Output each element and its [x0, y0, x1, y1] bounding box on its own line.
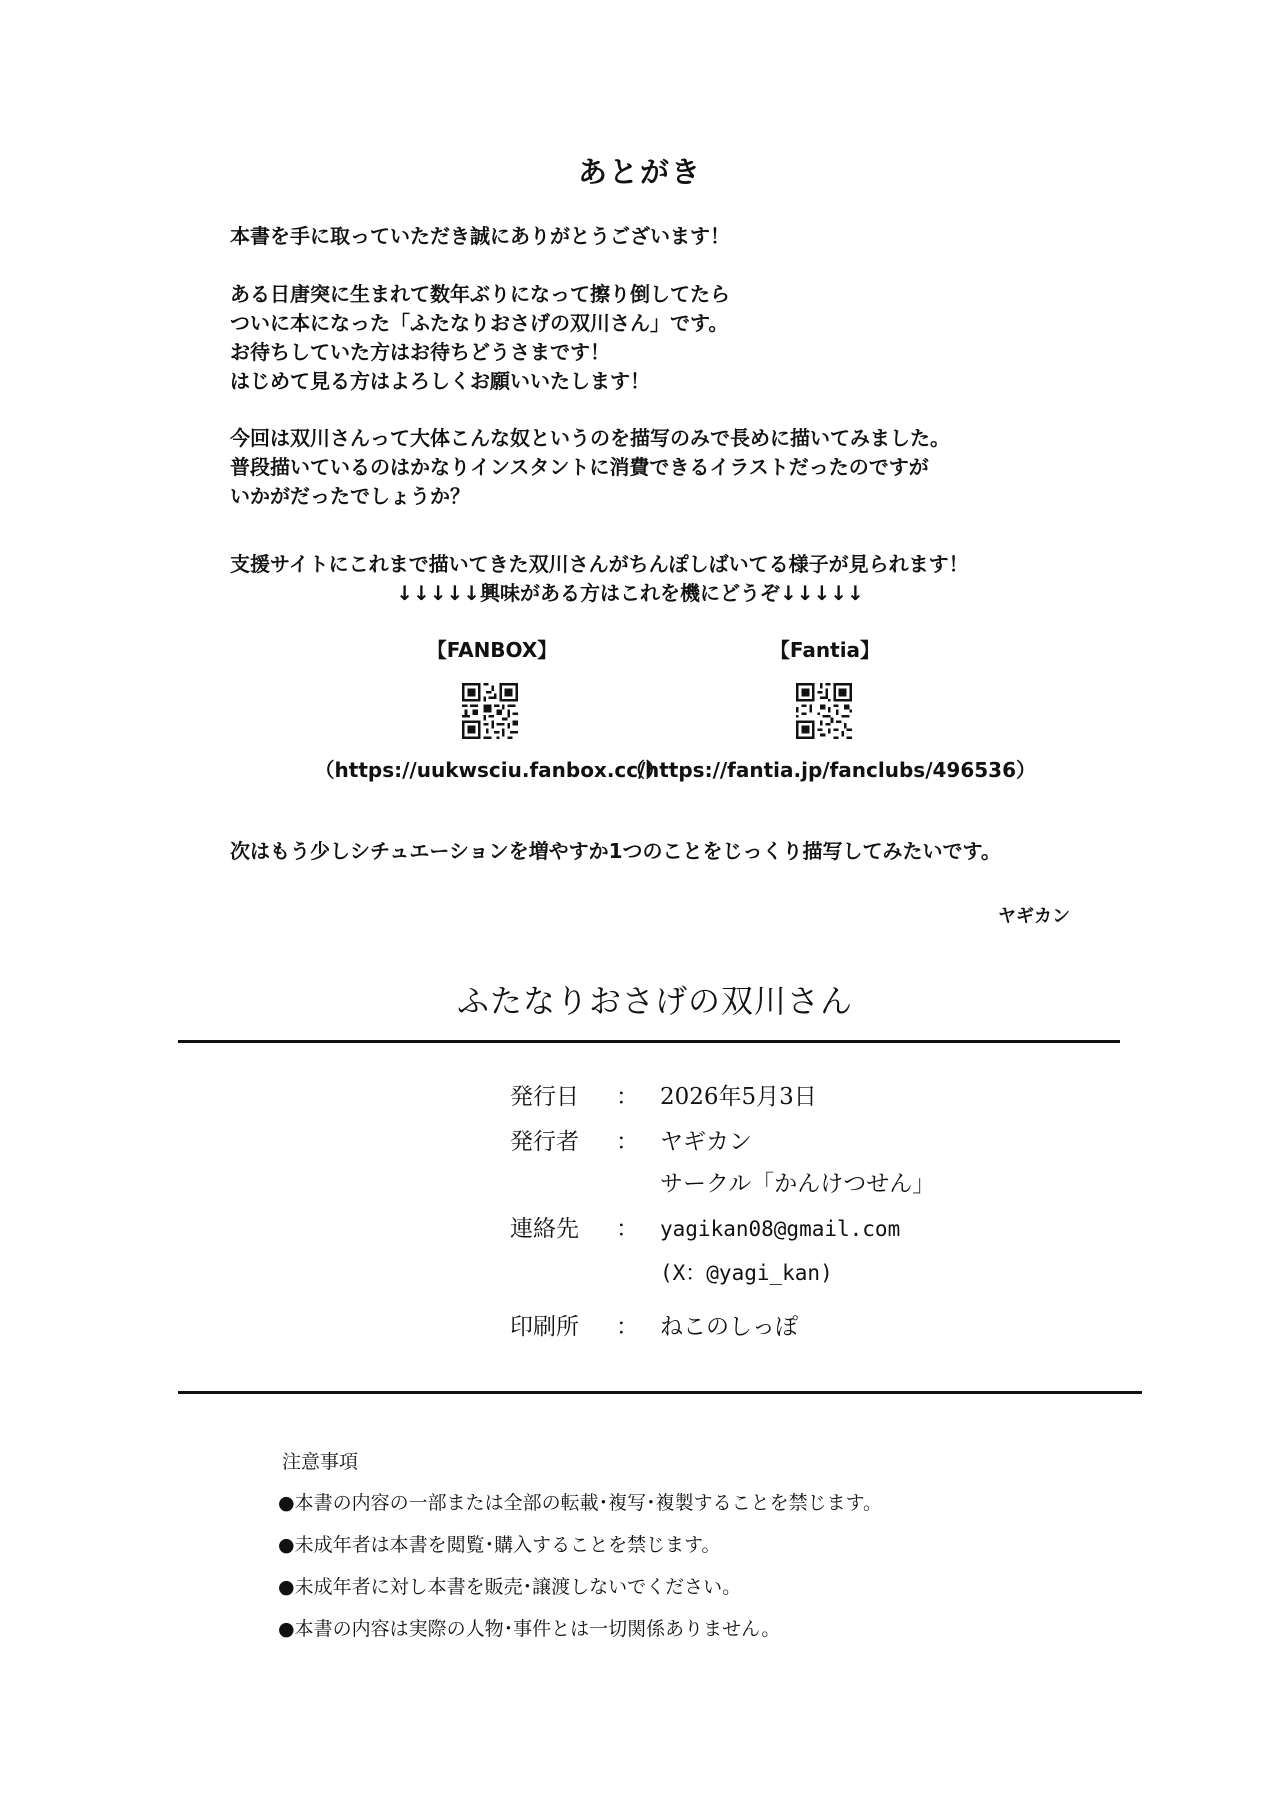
- circle-value: サークル「かんけつせん」: [660, 1171, 936, 1197]
- afterword-line: 次はもう少しシチュエーションを増やすか1つのことをじっくり描写してみたいです。: [230, 839, 1001, 863]
- date-label: 発行日: [510, 1084, 579, 1110]
- separator: ：: [616, 1084, 639, 1110]
- afterword-paragraph-5: [230, 837, 1130, 866]
- printer-value: ねこのしっぽ: [660, 1314, 798, 1340]
- afterword-line: ついに本になった「ふたなりおさげの双川さん」です。: [230, 311, 729, 335]
- fanbox-url-link[interactable]: （https://uukwsciu.fanbox.cc/）: [314, 758, 666, 782]
- separator: ：: [616, 1129, 639, 1155]
- afterword-line: 今回は双川さんって大体こんな奴というのを描写のみで長めに描いてみました。: [230, 426, 950, 450]
- afterword-signature: ヤギカン: [998, 906, 1070, 927]
- afterword-line: いかがだったでしょうか？: [230, 484, 470, 508]
- fantia-url-link[interactable]: （https://fantia.jp/fanclubs/496536）: [625, 758, 1037, 782]
- separator: ：: [616, 1314, 639, 1340]
- divider-top: [178, 1040, 1120, 1043]
- afterword-line: 普段描いているのはかなりインスタントに消費できるイラストだったのですが: [230, 455, 929, 479]
- afterword-arrow-line: ↓↓↓↓↓興味がある方はこれを機にどうぞ↓↓↓↓↓: [396, 581, 864, 605]
- notes-title: 注意事項: [282, 1451, 359, 1473]
- publisher-label: 発行者: [510, 1129, 579, 1155]
- afterword-line: 支援サイトにこれまで描いてきた双川さんがちんぽしばいてる様子が見られます！: [230, 552, 969, 576]
- fanbox-qr-code-icon[interactable]: [462, 683, 518, 739]
- afterword-paragraph-2: [230, 280, 1130, 396]
- date-value: 2026年5月3日: [660, 1084, 817, 1110]
- contact-x-handle: (X：@yagi_kan): [660, 1261, 833, 1285]
- note-item: ●未成年者に対し本書を販売･譲渡しないでください。: [278, 1576, 742, 1598]
- afterword-title: あとがき: [577, 155, 702, 189]
- contact-email-link[interactable]: yagikan08@gmail.com: [660, 1217, 901, 1241]
- afterword-line: はじめて見る方はよろしくお願いいたします！: [230, 369, 650, 393]
- printer-label: 印刷所: [510, 1314, 579, 1340]
- afterword-line: 本書を手に取っていただき誠にありがとうございます！: [230, 224, 730, 248]
- afterword-paragraph-1: [230, 222, 1130, 251]
- afterword-paragraph-3: [230, 424, 1130, 511]
- publisher-value: ヤギカン: [660, 1129, 752, 1155]
- afterword-paragraph-4: [230, 550, 1130, 608]
- divider-bottom: [178, 1391, 1142, 1394]
- note-item: ●未成年者は本書を閲覧･購入することを禁じます。: [278, 1534, 721, 1556]
- note-item: ●本書の内容は実際の人物･事件とは一切関係ありません。: [278, 1618, 781, 1640]
- note-item: ●本書の内容の一部または全部の転載･複写･複製することを禁じます。: [278, 1492, 883, 1514]
- afterword-line: お待ちしていた方はお待ちどうさまです！: [230, 340, 610, 364]
- fantia-qr-code-icon[interactable]: [796, 683, 852, 739]
- afterword-line: ある日唐突に生まれて数年ぶりになって擦り倒してたら: [230, 282, 730, 306]
- separator: ：: [616, 1216, 639, 1242]
- fantia-label: 【Fantia】: [769, 638, 881, 662]
- contact-label: 連絡先: [510, 1216, 579, 1242]
- fanbox-label: 【FANBOX】: [426, 638, 558, 662]
- book-title: ふたなりおさげの双川さん: [456, 982, 853, 1020]
